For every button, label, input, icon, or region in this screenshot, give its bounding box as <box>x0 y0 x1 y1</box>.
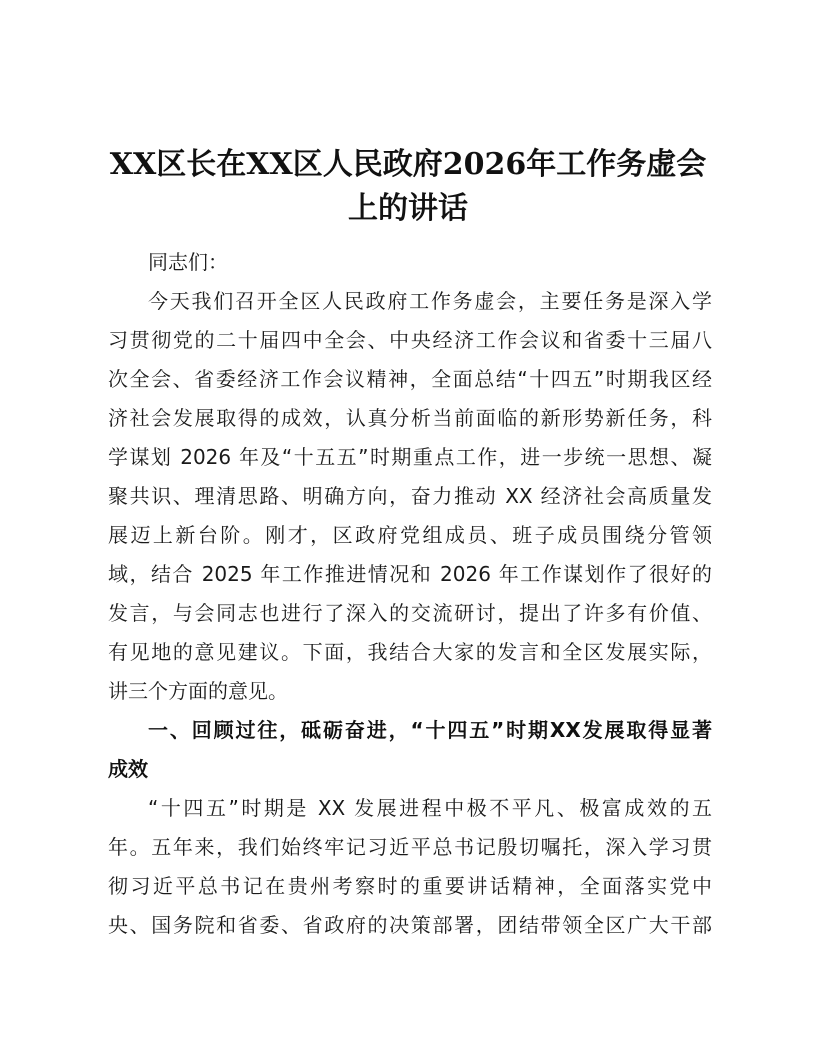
paragraph-1-line: 今天我们召开全区人民政府工作务虚会，主要任务是深入学 <box>148 289 712 313</box>
paragraph-1-line: 济社会发展取得的成效，认真分析当前面临的新形势新任务，科 <box>108 406 712 430</box>
paragraph-1-line: 学谋划 2026 年及“十五五”时期重点工作，进一步统一思想、凝 <box>108 445 712 469</box>
paragraph-1-line: 展迈上新台阶。刚才，区政府党组成员、班子成员围绕分管领 <box>108 523 712 547</box>
paragraph-2-line: “十四五”时期是 XX 发展进程中极不平凡、极富成效的五 <box>148 796 712 820</box>
document-title-line-2: 上的讲话 <box>348 191 468 226</box>
paragraph-2-line: 年。五年来，我们始终牢记习近平总书记殷切嘱托，深入学习贯 <box>108 835 712 859</box>
section-heading-line: 一、回顾过往，砥砺奋进，“十四五”时期XX发展取得显著 <box>148 718 712 742</box>
paragraph-2-line: 央、国务院和省委、省政府的决策部署，团结带领全区广大干部 <box>108 913 712 937</box>
paragraph-1-line: 次全会、省委经济工作会议精神，全面总结“十四五”时期我区经 <box>108 367 712 391</box>
paragraph-1-line: 聚共识、理清思路、明确方向，奋力推动 XX 经济社会高质量发 <box>108 484 712 508</box>
document-title-line-1: XX区长在XX区人民政府2026年工作务虚会 <box>109 147 707 182</box>
paragraph-1-line: 有见地的意见建议。下面，我结合大家的发言和全区发展实际， <box>108 640 712 664</box>
paragraph-1-line: 讲三个方面的意见。 <box>108 679 288 703</box>
paragraph-1-line: 域，结合 2025 年工作推进情况和 2026 年工作谋划作了很好的 <box>108 562 712 586</box>
section-heading-line: 成效 <box>108 757 148 781</box>
paragraph-1-line: 发言，与会同志也进行了深入的交流研讨，提出了许多有价值、 <box>108 601 712 625</box>
paragraph-2-line: 彻习近平总书记在贵州考察时的重要讲话精神，全面落实党中 <box>108 874 712 898</box>
paragraph-1-line: 习贯彻党的二十届四中全会、中央经济工作会议和省委十三届八 <box>108 328 712 352</box>
greeting: 同志们： <box>148 250 228 274</box>
